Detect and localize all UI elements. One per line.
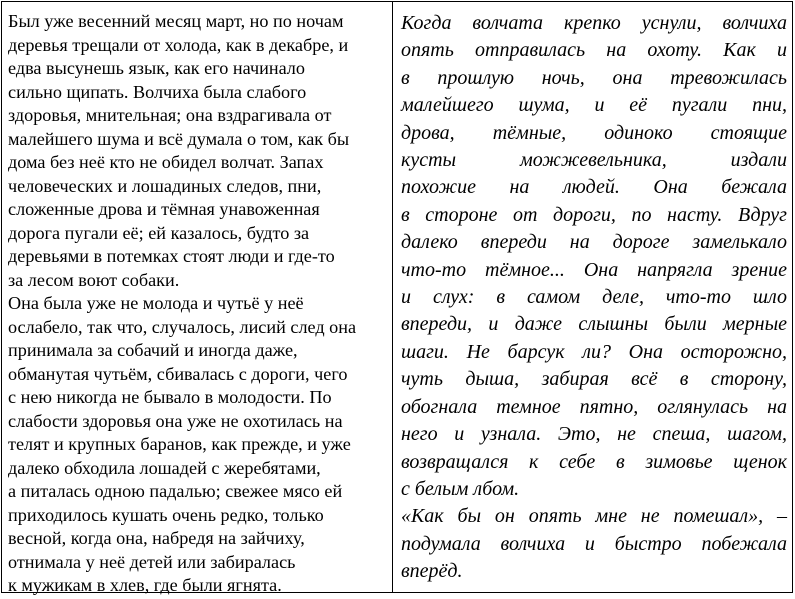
text-line: «Как бы он опять мне не помешал», – [401, 505, 787, 528]
text-line: с белым лбом. [401, 477, 520, 500]
text-line: него и узнала. Это, не спеша, шагом, [401, 423, 787, 446]
text-line: далеко обходила лошадей с жеребятами, [8, 457, 321, 478]
text-line: дорога пугали её; ей казалось, будто за [8, 222, 310, 243]
text-line: что-то тёмное... Она напрягла зрение [401, 258, 787, 281]
text-line: возвращался к себе в зимовье щенок [401, 450, 787, 473]
text-line: принимала за собачий и иногда даже, [8, 340, 298, 360]
text-line: кусты можжевельника, издали [401, 149, 787, 172]
text-line: обманутая чутьём, сбивалась с дороги, чего [8, 363, 348, 384]
text-line: Был уже весенний месяц март, но по ночам [8, 11, 344, 31]
text-line: впереди, и даже слышны были мерные [401, 313, 787, 336]
text-line: подумала волчиха и быстро побежала [401, 532, 787, 555]
text-line: Когда волчата крепко уснули, волчиха [401, 12, 787, 34]
right-column-text [401, 10, 787, 586]
text-line: человеческих и лошадиных следов, пни, [8, 175, 322, 196]
text-line: малейшего шума и всё думала о том, как бы [8, 128, 350, 149]
text-line: вперёд. [401, 560, 463, 583]
text-line: в стороне от дороги, по насту. Вдруг [401, 203, 787, 226]
text-line: весной, когда она, набредя на зайчиху, [8, 528, 305, 548]
text-line: едва высунешь язык, как его начинало [8, 58, 305, 78]
text-line: сильно щипать. Волчиха была слабого [8, 81, 307, 102]
text-line: опять отправилась на охоту. Как и [401, 39, 787, 62]
text-line: ослабело, так что, случалось, лисий след она [8, 316, 357, 337]
text-line: обогнала темное пятно, оглянулась на [401, 395, 787, 418]
text-line: отнимала у неё детей или забиралась [8, 551, 296, 572]
column-divider [392, 2, 393, 592]
text-line: приходилось кушать очень редко, только [8, 504, 324, 525]
text-line: в прошлую ночь, она тревожилась [401, 66, 787, 89]
text-line: далеко впереди на дороге замелькало [401, 231, 787, 254]
text-line: слабости здоровья она уже не охотилась на [8, 410, 343, 431]
text-line: сложенные дрова и тёмная унавоженная [8, 199, 320, 219]
text-line: шаги. Не барсук ли? Она осторожно, [401, 340, 787, 363]
text-line: Она была уже не молода и чутьё у неё [8, 293, 304, 313]
text-line: дома без неё кто не обидел волчат. Запах [8, 152, 324, 172]
text-line: с нею никогда не бывало в молодости. По [8, 387, 332, 407]
text-line: чуть дыша, забирая всё в сторону, [401, 368, 787, 391]
text-line: дрова, тёмные, одиноко стоящие [401, 121, 787, 144]
text-line: здоровья, мнительная; она вздрагивала от [8, 105, 332, 125]
left-column-text [8, 10, 388, 598]
text-line: к мужикам в хлев, где были ягнята. [8, 575, 282, 595]
text-line: деревьями в потемках стоят люди и где-то [8, 246, 335, 266]
text-line: малейшего шума, и её пугали пни, [401, 94, 787, 117]
text-line: и слух: в самом деле, что-то шло [401, 286, 787, 309]
text-line: телят и крупных баранов, как прежде, и уже [8, 434, 351, 454]
two-column-table [1, 1, 793, 593]
text-line: за лесом воют собаки. [8, 269, 180, 290]
text-line: а питалась одною падалью; свежее мясо ей [8, 481, 343, 501]
text-line: похожие на людей. Она бежала [401, 176, 787, 199]
text-line: деревья трещали от холода, как в декабре, и [8, 34, 349, 55]
